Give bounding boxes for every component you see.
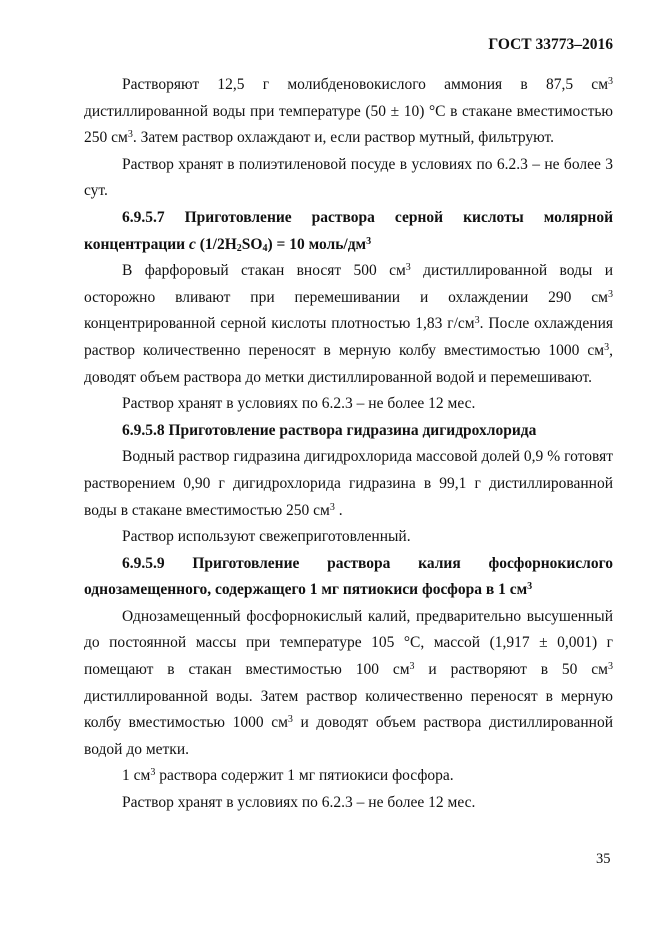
paragraph: Водный раствор гидразина дигидрохлорида массовой долей 0,9 % готовят растворением 0,90 г дигидрохлорида гидразина в 99,1 г дистиллированной воды в стакане вместимостью 250 $см^3$ .: [84, 448, 613, 519]
paragraph: Раствор хранят в полиэтиленовой посуде в условиях по 6.2.3 – не более 3 сут.: [84, 155, 613, 200]
section-heading: 6.9.5.9 Приготовление раствора калия фосфорнокислого однозамещенного, содержащего 1 мг пятиокиси фосфора в 1 $см^3$: [84, 554, 613, 599]
paragraph: В фарфоровый стакан вносят 500 $см^3$ дистиллированной воды и осторожно вливают при перемешивании и охлаждении 290 $см^3$ концентрированной серной кислоты плотностью 1,83 $г/см^3$. После охлаждения раствор количественно переносят в мерную колбу вместимостью 1000 $см^3$, доводят объем раствора до метки дистиллированной водой и перемешивают.: [84, 262, 614, 386]
document-number: ГОСТ 33773–2016: [488, 36, 613, 53]
paragraph: Однозамещенный фосфорнокислый калий, предварительно высушенный до постоянной массы при температуре 105 °С, массой (1,917 ± 0,001) г помещают в стакан вместимостью 100 $см^3$ и растворяют в 50 $см^3$ дистиллированной воды. Затем раствор количественно переносят в мерную колбу вместимостью 1000 $см^3$ и доводят объем раствора дистиллированной водой до метки.: [84, 607, 613, 758]
page-number: 35: [596, 851, 611, 867]
paragraph: Растворяют 12,5 г молибденовокислого аммония в 87,5 $см^3$ дистиллированной воды при температуре (50 ± 10) °С в стакане вместимостью 250 $см^3$. Затем раствор охлаждают и, если раствор мутный, фильтруют.: [84, 76, 613, 147]
section-heading: 6.9.5.7 Приготовление раствора серной кислоты молярной концентрации с $(1/2H_2SO_4) = 10$ моль/$дм^3$: [84, 208, 613, 254]
paragraph: Раствор хранят в условиях по 6.2.3 – не более 12 мес.: [122, 794, 476, 812]
paragraph: Раствор хранят в условиях по 6.2.3 – не более 12 мес.: [122, 395, 476, 413]
section-heading: 6.9.5.8 Приготовление раствора гидразина дигидрохлорида: [122, 421, 537, 439]
paragraph: 1 $см^3$ раствора содержит 1 мг пятиокиси фосфора.: [122, 767, 454, 785]
page-content: [84, 72, 613, 817]
paragraph: Раствор используют свежеприготовленный.: [122, 528, 411, 546]
